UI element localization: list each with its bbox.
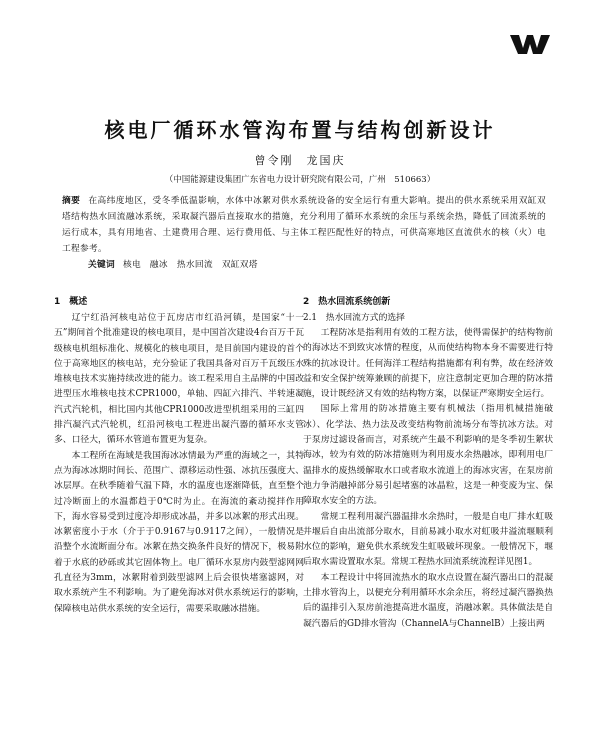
section-heading-hot-water-reflux: 2 热水回流系统创新 [303,297,391,307]
paragraph: 本工程所在海域是我国海冰冰情最为严重的海域之一，其特点为海冰冰期时间长、范围广、漂移运动性强、冰抗压强度大、冰层厚。在秋季随着气温下降，水的温度也逐渐降低，直至整个过冷断面上的水温都趋于0℃时为止。在海流的紊动搅拌作用下，海水容易受到过度冷却形成冰晶，并多以冰絮的形式出现。冰絮密度小于水（介于于0.9167与0.9117之间），一般情况是沿整个水流断面分布。冰絮在热交换条件良好的情况下，极易附着于水底的砂砾或其它固体物上。电厂循环水泵房内鼓型滤网网孔直径为3mm，冰絮附着到鼓型滤网上后会很快堵塞滤网，对取水系统产生不利影响。为了避免海冰对供水系统运行的影响，保障核电站供水系统的安全运行，需要采取融冰措施。 [54,450,304,614]
section-heading-overview: 1 概述 [54,297,88,307]
affiliation: （中国能源建设集团广东省电力设计研究院有限公司，广州 510663） [164,175,436,185]
left-column [54,296,304,617]
authors: 曾令刚 龙国庆 [254,154,346,167]
journal-w-logo-icon [510,31,550,55]
abstract-text: 在高纬度地区，受冬季低温影响，水体中冰絮对供水系统设备的安全运行有重大影响。提出的供水系统采用双缸双塔结构热水回流融冰系统，采取凝汽器后直接取水的措施，充分利用了循环水系统的余压与系统余热，降低了回流系统的运行成本，具有用地省、土建费用合理、运行费用低、与主体工程匹配性好的特点，可供高寒地区直流供水的核（火）电工程参考。 [62,196,547,254]
right-column [303,296,553,632]
paragraph: 辽宁红沿河核电站位于瓦房店市红沿河镇，是国家“十一五”期间首个批准建设的核电项目，是中国首次建设4台百万千瓦级核电机组标准化、规模化的核电项目，是目前国内建设的首个位于高寒地区的核电站，充分验证了我国具备对百万千瓦级压水堆核电技术实施持续改进的能力。该工程采用自主品牌的中国改进型压水堆核电技术CPR1000，单轴、四缸六排汽、半转速凝汽式汽轮机，相比国内其他CPR1000改进型机组采用的三缸四排汽凝汽式汽轮机，红沿河核电工程进出凝汽器的循环水支管多、口径大，循环水管道布置更为复杂。 [54,313,304,446]
abstract-label: 摘要 [62,196,81,206]
paragraph: 国际上常用的防冰措施主要有机械法（指用机械措施破冰）、化学法、热力法及改变结构物前流场分布等抗冰方法。对于泵房过滤设备而言，对系统产生最不利影响的是冬季初生絮状海冰，较为有效的防冰措施则为利用废水余热融冰，即利用电厂温排水的废热缓解取水口或者取水流道上的海冰灾害，在泵房前池力争消融掉部分易引起堵塞的冰晶粒，这是一种变废为宝、保障取水安全的方法。 [303,404,553,507]
paragraph: 本工程设计中将回流热水的取水点设置在凝汽器出口的混凝土排水管沟上，以便充分利用循环水余余压，将经过凝汽器换热后的温排引入泵房前池提高进水温度，消融冰絮。具体做法是自凝汽器后的GD排水管沟（ChannelA与ChannelB）上接出两 [303,572,553,629]
paragraph: 常规工程利用凝汽器温排水余热时，一般是自电厂排水虹吸井堰后自由出流部分取水，目前易减小取水对虹吸井溢流堰顺利水位的影响，避免供水系统发生虹吸破坏现象。一般情况下，堰后取水需设置取水泵。常规工程热水回流系统流程详见图1。 [303,511,553,568]
paragraph: 工程防冰是指利用有效的工程方法，使得需保护的结构物前的海冰达不到致灾冰情的程度，从而使结构物本身不需要进行特殊的抗冰设计。任何海洋工程结构措施都有利有弊，故在经济效益和安全保护统筹兼顾的前提下，应注意制定更加合理的防冰措施，设计既经济又有效的结构物方案，以保证严寒期安全运行。 [303,328,553,400]
keywords-label: 关键词 [88,260,115,270]
keywords [88,258,258,270]
abstract [62,193,546,257]
keywords-text: 核电 融冰 热水回流 双缸双塔 [122,260,258,270]
article-title: 核电厂循环水管沟布置与结构创新设计 [104,118,496,142]
subsection-heading: 2.1 热水回流方式的选择 [303,313,405,323]
